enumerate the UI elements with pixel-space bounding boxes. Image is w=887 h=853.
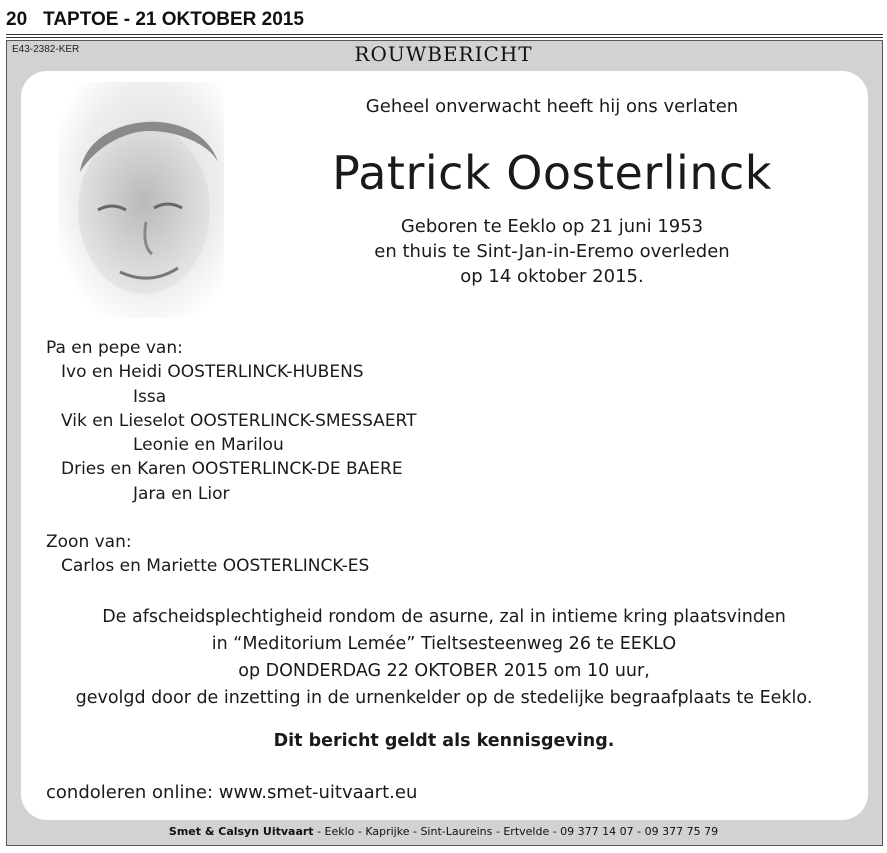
portrait-photo [58, 82, 224, 318]
grandchildren: Leonie en Marilou [133, 435, 284, 456]
death-place-line: en thuis te Sint-Jan-in-Eremo overleden [374, 241, 730, 262]
portrait-icon [58, 82, 224, 318]
newspaper-header [6, 6, 884, 34]
notice-text: Dit bericht geldt als kennisgeving. [273, 731, 615, 751]
deceased-name: Patrick Oosterlinck [332, 146, 772, 200]
ad-heading: ROUWBERICHT [354, 42, 533, 66]
ceremony-date: op DONDERDAG 22 OKTOBER 2015 om 10 uur, [238, 661, 650, 681]
obituary-intro: Geheel onverwacht heeft hij ons verlaten [365, 96, 739, 117]
ceremony-details [30, 604, 858, 712]
newspaper-title: TAPTOE - 21 OKTOBER 2015 [43, 9, 304, 30]
funeral-home-footer [0, 825, 887, 838]
condolence-link[interactable]: condoleren online: www.smet-uitvaart.eu [46, 782, 418, 803]
funeral-home-name: Smet & Calsyn Uitvaart [168, 825, 314, 838]
parents-names: Carlos en Mariette OOSTERLINCK-ES [61, 556, 370, 577]
birth-line: Geboren te Eeklo op 21 juni 1953 [400, 216, 704, 237]
ceremony-burial: gevolgd door de inzetting in de urnenkelder op de stedelijke begraafplaats te Eeklo. [75, 688, 813, 708]
grandchildren: Issa [133, 386, 167, 407]
child-family: Ivo en Heidi OOSTERLINCK-HUBENS [61, 362, 364, 383]
child-family: Dries en Karen OOSTERLINCK-DE BAERE [61, 459, 403, 480]
death-date-line: op 14 oktober 2015. [460, 266, 644, 287]
grandchildren: Jara en Lior [133, 483, 230, 504]
birth-death-info [320, 214, 784, 289]
page-number: 20 [6, 9, 28, 30]
header-rule-secondary [6, 37, 883, 38]
child-family: Vik en Lieselot OOSTERLINCK-SMESSAERT [61, 410, 417, 431]
son-label: Zoon van: [46, 532, 132, 553]
funeral-home-details: - Eeklo - Kaprijke - Sint-Laureins - Ertvelde - 09 377 14 07 - 09 377 75 79 [313, 825, 719, 838]
ad-code: E43-2382-KER [12, 44, 80, 55]
ceremony-location: in “Meditorium Lemée” Tieltsesteenweg 26 te EEKLO [211, 634, 677, 654]
father-label: Pa en pepe van: [46, 338, 183, 358]
family-list [46, 336, 417, 579]
ceremony-line: De afscheidsplechtigheid rondom de asurne, zal in intieme kring plaatsvinden [102, 607, 786, 627]
header-rule [6, 34, 883, 35]
